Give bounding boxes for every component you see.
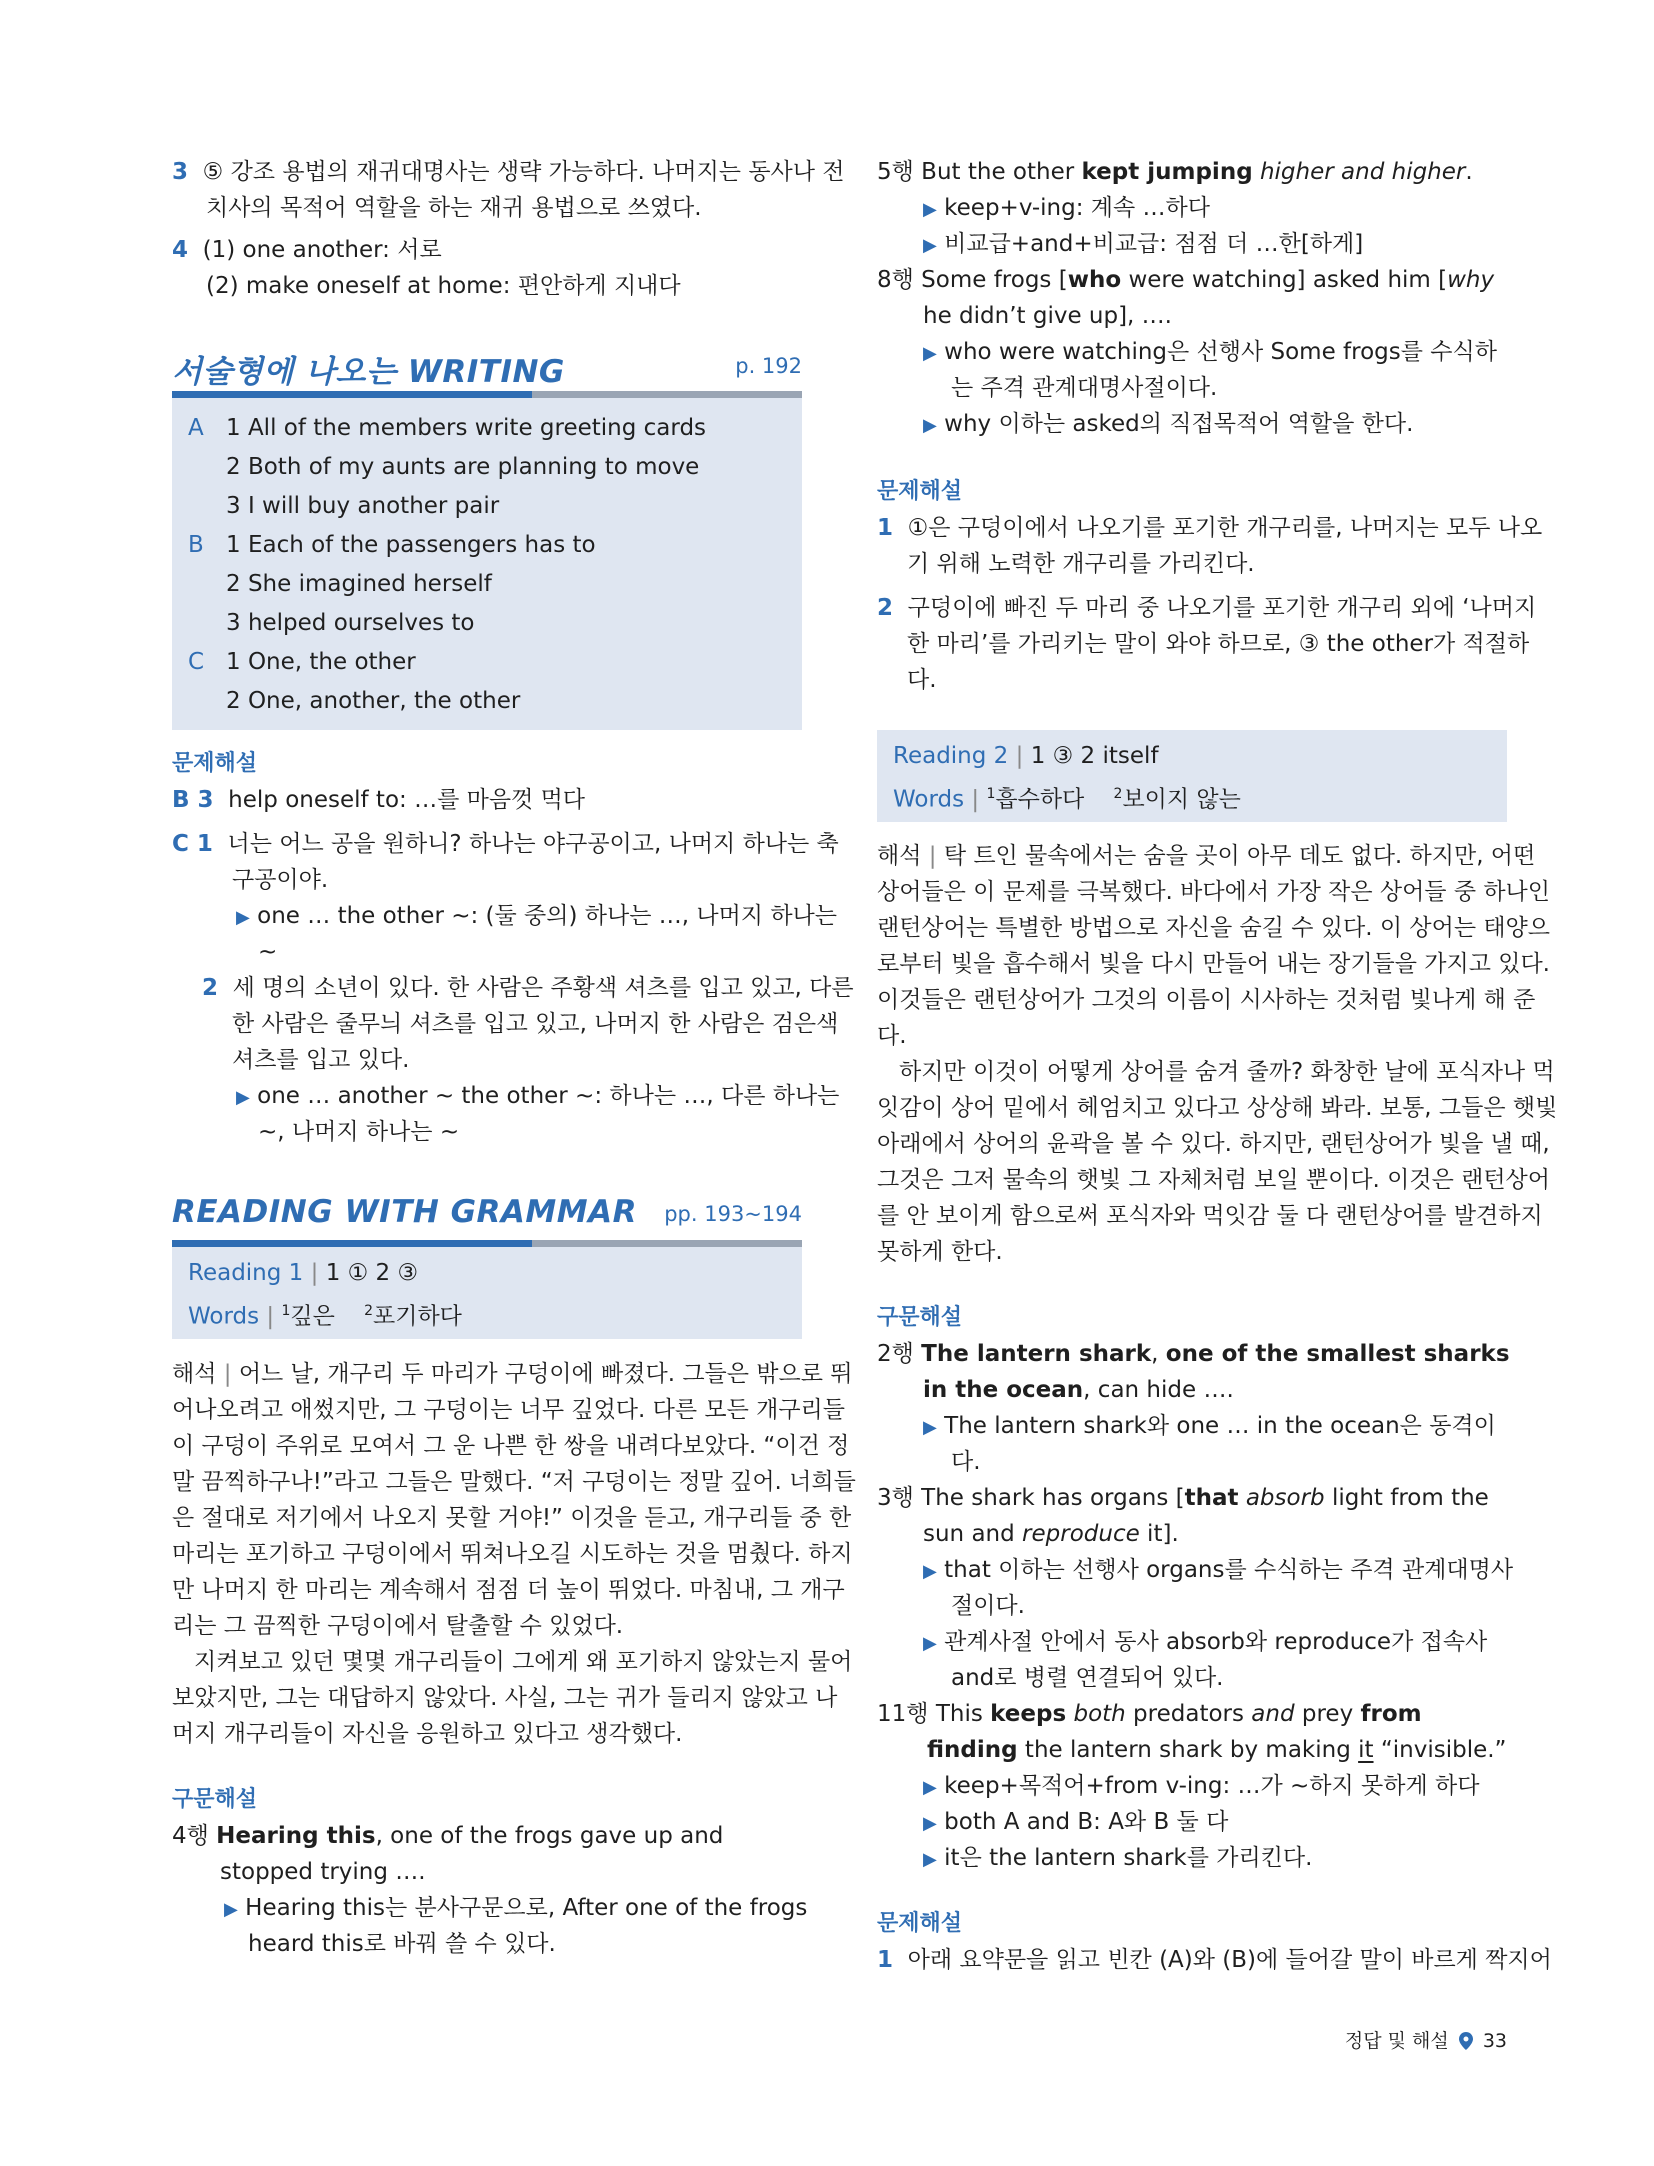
writing-explanation-heading: 문제해설 — [172, 751, 258, 776]
triangle-bullet-icon: ▶ — [923, 235, 937, 256]
rwg-bar-gray — [532, 1240, 802, 1247]
rwg-bar-blue — [172, 1240, 532, 1247]
expl-c1-note2: ~ — [258, 939, 278, 965]
expl-c2-note2: ~, 나머지 하나는 ~ — [258, 1119, 460, 1145]
r-l5-note1: ▶ keep+v-ing: 계속 …하다 — [923, 195, 1210, 221]
r-l11-note2: ▶ both A and B: A와 B 둘 다 — [923, 1809, 1229, 1835]
triangle-bullet-icon: ▶ — [923, 199, 937, 220]
expl-c1-line1: C 1 너는 어느 공을 원하니? 하나는 야구공이고, 나머지 하나는 축 — [172, 831, 839, 857]
r-l3-note1b: 절이다. — [951, 1593, 1025, 1619]
r-translation-line-1: 해석 | 탁 트인 물속에서는 숨을 곳이 아무 데도 없다. 하지만, 어떤 — [877, 843, 1536, 869]
reading2-answers: Reading 2 | 1 ③ 2 itself — [893, 743, 1159, 769]
writing-row-1: A 1 All of the members write greeting cards — [188, 415, 707, 441]
r-q2-line2: 한 마리’를 가리키는 말이 와야 하므로, ③ the other가 적절하 — [907, 631, 1530, 657]
r-l11-line2: finding the lantern shark by making it “invisible.” — [927, 1737, 1507, 1763]
expl-b3: B 3 help oneself to: …를 마음껏 먹다 — [172, 787, 586, 813]
triangle-bullet-icon: ▶ — [923, 415, 937, 436]
triangle-bullet-icon: ▶ — [236, 907, 250, 928]
q3-line1: 3 ⑤ 강조 용법의 재귀대명사는 생략 가능하다. 나머지는 동사나 전 — [172, 159, 845, 185]
triangle-bullet-icon: ▶ — [923, 1417, 937, 1438]
r-translation-line-5: 이것들은 랜턴상어가 그것의 이름이 시사하는 것처럼 빛나게 해 준 — [877, 987, 1536, 1013]
r-l11-note1: ▶ keep+목적어+from v-ing: …가 ~하지 못하게 하다 — [923, 1773, 1480, 1799]
reading2-words: Words | $^1$흡수하다 $^2$보이지 않는 — [893, 786, 1241, 813]
triangle-bullet-icon: ▶ — [923, 1813, 937, 1834]
reading1-words: Words | $^1$깊은 $^2$포기하다 — [188, 1303, 462, 1330]
expl-c2-line2: 한 사람은 줄무늬 셔츠를 입고 있고, 나머지 한 사람은 검은색 — [232, 1011, 839, 1037]
writing-bar-blue — [172, 391, 532, 398]
translation-line-9: 지켜보고 있던 몇몇 개구리들이 그에게 왜 포기하지 않았는지 물어 — [194, 1649, 853, 1675]
translation-line-6: 마리는 포기하고 구덩이에서 뛰쳐나오길 시도하는 것을 멈췄다. 하지 — [172, 1541, 853, 1567]
writing-answer-box — [172, 398, 802, 730]
writing-row-8: 2 One, another, the other — [226, 688, 521, 714]
r-l8-line2: he didn’t give up], …. — [923, 303, 1172, 329]
r-q1-line2: 기 위해 노력한 개구리를 가리킨다. — [907, 551, 1255, 577]
r-translation-line-2: 상어들은 이 문제를 극복했다. 바다에서 가장 작은 상어들 중 하나인 — [877, 879, 1550, 905]
r-q2-line1: 2 구덩이에 빠진 두 마리 중 나오기를 포기한 개구리 외에 ‘나머지 — [877, 595, 1537, 621]
r-translation-line-6: 다. — [877, 1023, 907, 1049]
triangle-bullet-icon: ▶ — [236, 1087, 250, 1108]
expl-c2-line3: 셔츠를 입고 있다. — [232, 1047, 410, 1073]
triangle-bullet-icon: ▶ — [923, 1561, 937, 1582]
syntax-l4-line2: stopped trying …. — [220, 1859, 426, 1885]
writing-row-3: 3 I will buy another pair — [226, 493, 500, 519]
r-translation-line-12: 못하게 한다. — [877, 1239, 1003, 1265]
triangle-bullet-icon: ▶ — [224, 1899, 238, 1920]
location-pin-icon — [1459, 2032, 1473, 2050]
r-explanation2-heading: 문제해설 — [877, 1911, 963, 1936]
r-l3-note1a: ▶ that 이하는 선행사 organs를 수식하는 주격 관계대명사 — [923, 1557, 1514, 1583]
writing-row-4: B 1 Each of the passengers has to — [188, 532, 596, 558]
r-l8-note1a: ▶ who were watching은 선행사 Some frogs를 수식하 — [923, 339, 1497, 365]
writing-row-7: C 1 One, the other — [188, 649, 416, 675]
r-explanation-heading: 문제해설 — [877, 479, 963, 504]
r-l3-note2a: ▶ 관계사절 안에서 동사 absorb와 reproduce가 접속사 — [923, 1629, 1488, 1655]
expl-c2-note1: ▶ one … another ~ the other ~: 하나는 …, 다른 하나는 — [236, 1083, 840, 1109]
r-l8-note1b: 는 주격 관계대명사절이다. — [951, 375, 1218, 401]
r-l2-line2: in the ocean, can hide …. — [923, 1377, 1234, 1403]
r-expl2-q1: 1 아래 요약문을 읽고 빈칸 (A)와 (B)에 들어갈 말이 바르게 짝지어 — [877, 1947, 1552, 1973]
r-l3-line2: sun and reproduce it]. — [923, 1521, 1179, 1547]
r-l5-line: 5행 But the other kept jumping higher and higher. — [877, 159, 1473, 185]
syntax-heading-left: 구문해설 — [172, 1787, 258, 1812]
r-translation-line-8: 잇감이 상어 밑에서 헤엄치고 있다고 상상해 봐라. 보통, 그들은 햇빛 — [877, 1095, 1558, 1121]
reading1-answer-box — [172, 1247, 802, 1339]
r-translation-line-9: 아래에서 상어의 윤곽을 볼 수 있다. 하지만, 랜턴상어가 빛을 낼 때, — [877, 1131, 1550, 1157]
r-l8-line1: 8행 Some frogs [who were watching] asked him [why — [877, 267, 1495, 293]
translation-line-3: 이 구덩이 주위로 모여서 그 운 나쁜 한 쌍을 내려다보았다. “이건 정 — [172, 1433, 850, 1459]
triangle-bullet-icon: ▶ — [923, 343, 937, 364]
page-footer: 정답 및 해설 33 — [1344, 2030, 1507, 2052]
triangle-bullet-icon: ▶ — [923, 1633, 937, 1654]
writing-page-ref: p. 192 — [735, 354, 802, 378]
r-translation-line-11: 를 안 보이게 함으로써 포식자와 먹잇감 둘 다 랜턴상어를 발견하지 — [877, 1203, 1543, 1229]
expl-c1-note1: ▶ one … the other ~: (둘 중의) 하나는 …, 나머지 하나는 — [236, 903, 837, 929]
translation-line-10: 보았지만, 그는 대답하지 않았다. 사실, 그는 귀가 들리지 않았고 나 — [172, 1685, 838, 1711]
translation-line-2: 어나오려고 애썼지만, 그 구덩이는 너무 깊었다. 다른 모든 개구리들 — [172, 1397, 845, 1423]
r-translation-line-3: 랜턴상어는 특별한 방법으로 자신을 숨길 수 있다. 이 상어는 태양으 — [877, 915, 1550, 941]
r-l3-note2b: and로 병렬 연결되어 있다. — [951, 1665, 1224, 1691]
r-l11-note3: ▶ it은 the lantern shark를 가리킨다. — [923, 1845, 1313, 1871]
syntax-l4-note2: heard this로 바꿔 쓸 수 있다. — [248, 1931, 556, 1957]
r-l5-note2: ▶ 비교급+and+비교급: 점점 더 …한[하게] — [923, 231, 1364, 257]
r-translation-line-10: 그것은 그저 물속의 햇빛 그 자체처럼 보일 뿐이다. 이것은 랜턴상어 — [877, 1167, 1550, 1193]
translation-line-7: 만 나머지 한 마리는 계속해서 점점 더 높이 뛰었다. 마침내, 그 개구 — [172, 1577, 845, 1603]
r-l3-line1: 3행 The shark has organs [that absorb light from the — [877, 1485, 1489, 1511]
translation-line-4: 말 끔찍하구나!”라고 그들은 말했다. “저 구덩이는 정말 깊어. 너희들 — [172, 1469, 856, 1495]
writing-row-6: 3 helped ourselves to — [226, 610, 475, 636]
r-translation-line-4: 로부터 빛을 흡수해서 빛을 다시 만들어 내는 장기들을 가지고 있다. — [877, 951, 1550, 977]
r-l11-line1: 11행 This keeps both predators and prey from — [877, 1701, 1422, 1727]
q4-line1: 4 (1) one another: 서로 — [172, 237, 442, 263]
r-l8-note2: ▶ why 이하는 asked의 직접목적어 역할을 한다. — [923, 411, 1414, 437]
writing-title: 서술형에 나오는 WRITING — [172, 354, 565, 390]
triangle-bullet-icon: ▶ — [923, 1849, 937, 1870]
r-l2-line1: 2행 The lantern shark, one of the smallest sharks — [877, 1341, 1510, 1367]
r-l2-note1a: ▶ The lantern shark와 one … in the ocean은 동격이 — [923, 1413, 1496, 1439]
reading1-answers: Reading 1 | 1 ① 2 ③ — [188, 1260, 419, 1286]
expl-c1-line2: 구공이야. — [232, 867, 329, 893]
rwg-page-ref: pp. 193~194 — [664, 1202, 802, 1226]
q4-line2: (2) make oneself at home: 편안하게 지내다 — [206, 273, 681, 299]
translation-line-8: 리는 그 끔찍한 구덩이에서 탈출할 수 있었다. — [172, 1613, 624, 1639]
r-translation-line-7: 하지만 이것이 어떻게 상어를 숨겨 줄까? 화창한 날에 포식자나 먹 — [899, 1059, 1555, 1085]
rwg-title: READING WITH GRAMMAR — [172, 1194, 637, 1230]
syntax-l4-line1: 4행 Hearing this, one of the frogs gave up and — [172, 1823, 724, 1849]
syntax-l4-note1: ▶ Hearing this는 분사구문으로, After one of the frogs — [224, 1895, 808, 1921]
reading2-answer-box — [877, 730, 1507, 822]
translation-line-1: 해석 | 어느 날, 개구리 두 마리가 구덩이에 빠졌다. 그들은 밖으로 뛰 — [172, 1361, 853, 1387]
expl-c2-line1: 2 세 명의 소년이 있다. 한 사람은 주황색 셔츠를 입고 있고, 다른 — [202, 975, 854, 1001]
triangle-bullet-icon: ▶ — [923, 1777, 937, 1798]
r-syntax-heading: 구문해설 — [877, 1305, 963, 1330]
translation-line-5: 은 절대로 저기에서 나오지 못할 거야!” 이것을 듣고, 개구리들 중 한 — [172, 1505, 852, 1531]
r-q1-line1: 1 ①은 구덩이에서 나오기를 포기한 개구리를, 나머지는 모두 나오 — [877, 515, 1543, 541]
q3-line2: 치사의 목적어 역할을 하는 재귀 용법으로 쓰였다. — [206, 195, 702, 221]
r-q2-line3: 다. — [907, 667, 937, 693]
writing-bar-gray — [532, 391, 802, 398]
translation-line-11: 머지 개구리들이 자신을 응원하고 있다고 생각했다. — [172, 1721, 683, 1747]
writing-row-2: 2 Both of my aunts are planning to move — [226, 454, 700, 480]
r-l2-note1b: 다. — [951, 1449, 981, 1475]
writing-row-5: 2 She imagined herself — [226, 571, 492, 597]
